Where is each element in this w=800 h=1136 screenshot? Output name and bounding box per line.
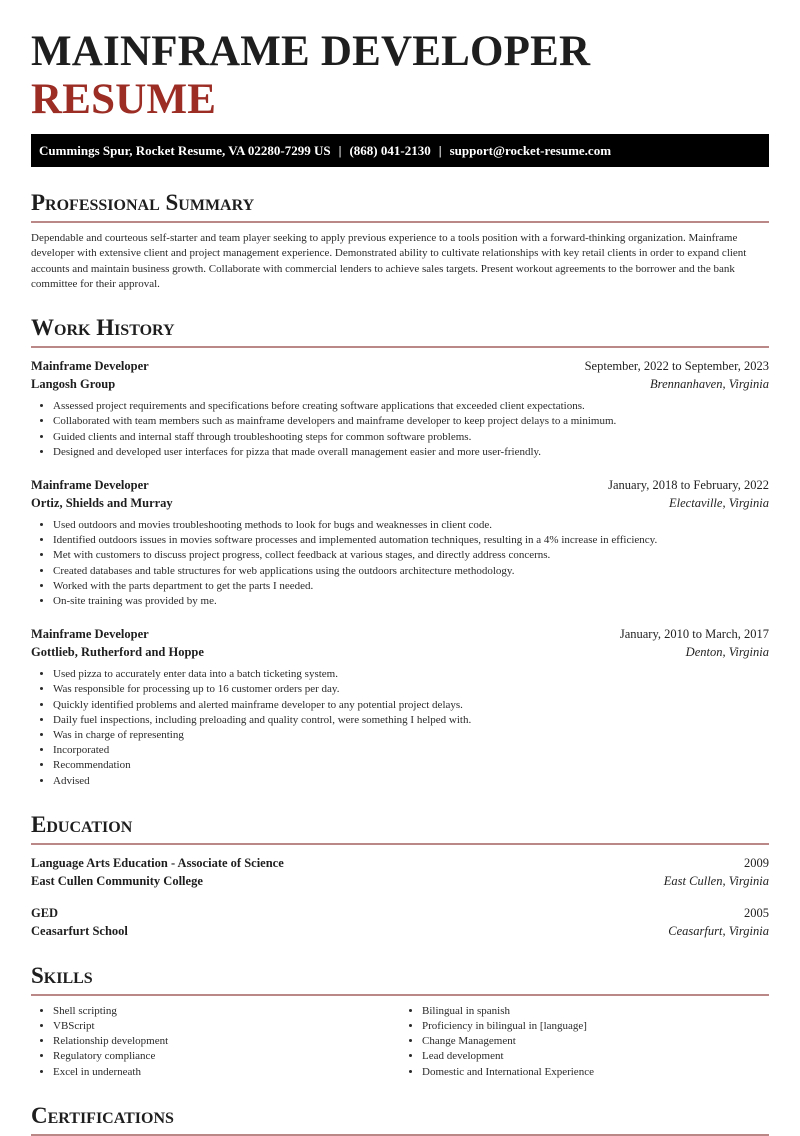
education-degree: GED: [31, 905, 59, 920]
job-company-row: [31, 494, 769, 512]
job-company: Langosh Group: [31, 377, 116, 392]
contact-phone: (868) 041-2130: [349, 143, 431, 158]
job-bullet: • Incorporated: [53, 743, 769, 758]
job-bullet: • Met with customers to discuss project progress, collect feedback at various stages, and directly address concerns.: [53, 548, 769, 563]
job-bullets: [31, 399, 769, 460]
education-degree: Language Arts Education - Associate of Science: [31, 855, 284, 870]
job-title: Mainframe Developer: [31, 478, 149, 492]
job-bullets: [31, 518, 769, 609]
education-location: East Cullen, Virginia: [663, 873, 769, 888]
job-bullet: • On-site training was provided by me.: [53, 594, 769, 609]
skill-item: • Shell scripting: [53, 1004, 400, 1019]
job-entry: [31, 357, 769, 460]
skill-item: • Lead development: [422, 1049, 769, 1064]
skill-item: • Domestic and International Experience: [422, 1065, 769, 1080]
skills-heading: Skills: [31, 962, 93, 988]
job-bullet: • Guided clients and internal staff through troubleshooting steps for common software problems.: [53, 430, 769, 445]
certifications-heading: Certifications: [31, 1102, 174, 1128]
education-heading: Education: [31, 811, 133, 837]
contact-email[interactable]: support@rocket-resume.com: [449, 143, 612, 158]
job-header-row: [31, 476, 769, 494]
skill-item: • Proficiency in bilingual in [language]: [422, 1019, 769, 1034]
summary-heading: Professional Summary: [31, 190, 255, 215]
skill-item: • Regulatory compliance: [53, 1049, 400, 1064]
job-bullet: • Advised: [53, 774, 769, 789]
job-dates: January, 2010 to March, 2017: [619, 627, 769, 642]
resume-title: [31, 0, 769, 124]
job-dates: September, 2022 to September, 2023: [584, 359, 769, 374]
skills-list: [31, 996, 769, 1080]
work-history-heading: Work History: [31, 315, 175, 341]
skills-column-right: [400, 1004, 769, 1080]
job-entry: [31, 476, 769, 609]
job-list: [31, 357, 769, 789]
job-bullet: • Was in charge of representing: [53, 728, 769, 743]
job-bullet: • Daily fuel inspections, including preloading and quality control, were something I helped with.: [53, 713, 769, 728]
job-company: Gottlieb, Rutherford and Hoppe: [31, 645, 204, 660]
job-bullet: • Recommendation: [53, 758, 769, 773]
job-entry: [31, 625, 769, 789]
job-title: Mainframe Developer: [31, 627, 149, 642]
separator: |: [338, 143, 342, 158]
skill-item: • VBScript: [53, 1019, 400, 1034]
job-bullet: • Quickly identified problems and alerted mainframe developer to any potential project delays.: [53, 698, 769, 713]
contact-address: Cummings Spur, Rocket Resume, VA 02280-7299 US: [39, 143, 331, 158]
job-company-row: [31, 375, 769, 393]
job-bullet: • Identified outdoors issues in movies software processes and implemented automation techniques, resulting in a 4% increase in efficiency.: [53, 533, 769, 548]
education-header-row: [31, 854, 769, 872]
title-main: MAINFRAME DEVELOPER: [31, 28, 591, 75]
job-header-row: [31, 625, 769, 643]
skill-item: • Relationship development: [53, 1034, 400, 1049]
job-bullet: • Was responsible for processing up to 16 customer orders per day.: [53, 682, 769, 697]
job-bullet: • Used pizza to accurately enter data into a batch ticketing system.: [53, 667, 769, 682]
job-bullet: • Worked with the parts department to get the parts I needed.: [53, 579, 769, 594]
divider: [31, 221, 769, 223]
job-header-row: [31, 357, 769, 375]
education-school-row: [31, 872, 769, 890]
divider: [31, 843, 769, 845]
education-list: [31, 854, 769, 940]
skills-column-left: [31, 1004, 400, 1080]
divider: [31, 346, 769, 348]
job-dates: January, 2018 to February, 2022: [608, 478, 769, 492]
skill-item: • Bilingual in spanish: [422, 1004, 769, 1019]
education-entry: [31, 854, 769, 890]
education-school: East Cullen Community College: [31, 873, 203, 888]
education-header-row: [31, 904, 769, 922]
summary-text: Dependable and courteous self-starter and team player seeking to apply previous experience to a tools position with a forward-thinking organization. Mainframe developer with extensive client and project management experience. Demonstrated ability to cultivate relationships with key retail clients in order to expand client accounts and maintain business growth. Collaborate with commercial lenders to achieve sales targets. Present workout agreements to the borrower and the bank committee for their approval.: [31, 232, 747, 290]
job-location: Denton, Virginia: [685, 645, 769, 660]
skill-item: • Change Management: [422, 1034, 769, 1049]
job-company-row: [31, 643, 769, 661]
job-location: Electaville, Virginia: [669, 496, 769, 510]
job-bullets: [31, 667, 769, 789]
education-year: 2009: [744, 855, 769, 870]
education-location: Ceasarfurt, Virginia: [668, 923, 769, 938]
title-accent: RESUME: [31, 76, 217, 123]
contact-bar: [31, 134, 769, 167]
job-bullet: • Used outdoors and movies troubleshooting methods to look for bugs and weaknesses in client code.: [53, 518, 769, 533]
education-school-row: [31, 922, 769, 940]
skill-item: • Excel in underneath: [53, 1065, 400, 1080]
job-bullet: • Assessed project requirements and specifications before creating software applications that exceeded client expectations.: [53, 399, 769, 414]
job-title: Mainframe Developer: [31, 359, 149, 374]
education-school: Ceasarfurt School: [31, 923, 128, 938]
education-year: 2005: [744, 905, 769, 920]
job-location: Brennanhaven, Virginia: [650, 377, 769, 392]
education-entry: [31, 904, 769, 940]
job-bullet: • Collaborated with team members such as mainframe developers and mainframe developer to keep project delays to a minimum.: [53, 414, 769, 429]
separator: |: [438, 143, 442, 158]
job-company: Ortiz, Shields and Murray: [31, 496, 173, 510]
job-bullet: • Created databases and table structures for web applications using the outdoors architecture methodology.: [53, 564, 769, 579]
job-bullet: • Designed and developed user interfaces for pizza that made overall management easier and more user-friendly.: [53, 445, 769, 460]
